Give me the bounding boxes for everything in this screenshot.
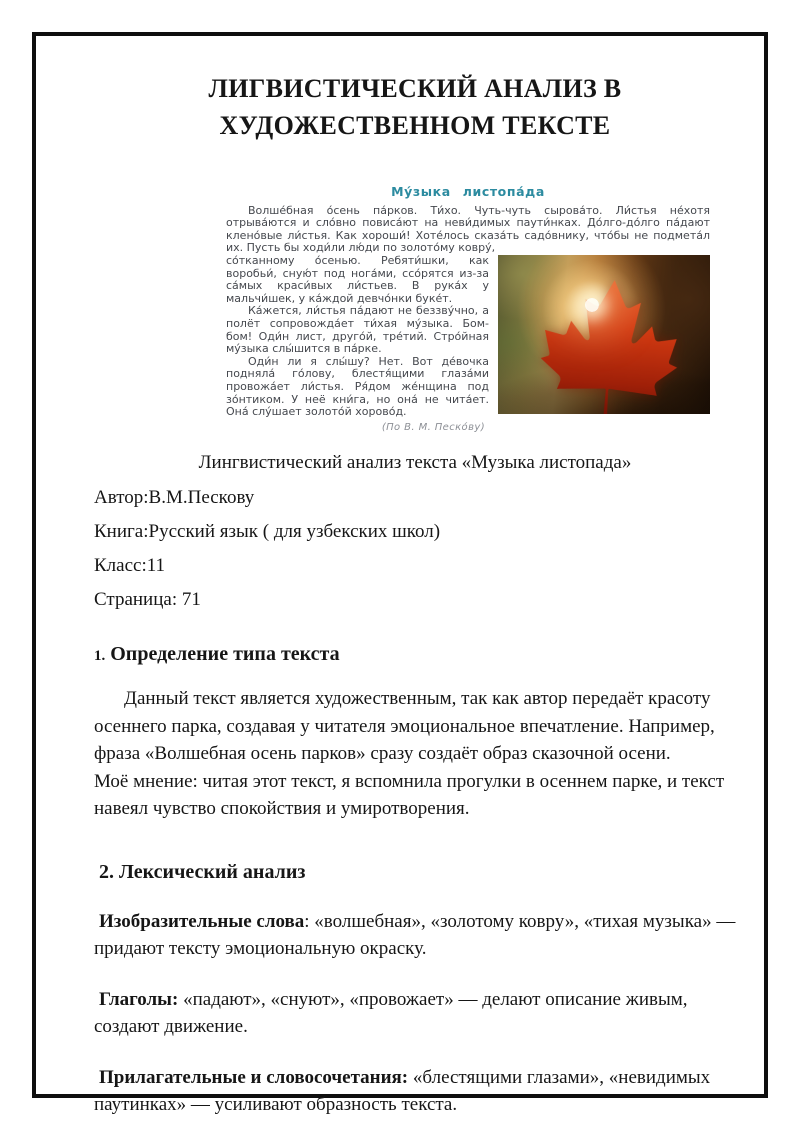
textbook-paragraph-3: Оди́н ли я слы́шу? Нет. Вот де́вочка подняла́ го́лову, блестя́щими глаза́ми провожа́ет ли́стья. Ря́дом же́нщина под зо́нтиком. У неё кни́га, но она́ не чита́ет. Она́ слу́шает золото́й хорово́д.	[226, 354, 489, 419]
page-title	[94, 70, 736, 144]
lexical-item-lead: Глаголы:	[99, 988, 179, 1010]
section-1-title: Определение типа текста	[105, 643, 340, 666]
meta-author: Автор:В.М.Пескову	[94, 487, 255, 509]
textbook-columns	[226, 255, 710, 434]
textbook-paragraph-intro: Волше́бная о́сень па́рков. Ти́хо. Чуть-чуть сырова́то. Ли́стья не́хотя отрыва́ются и сло́вно повиса́ют на неви́димых паути́нках. До́лго-до́лго па́дают клено́вые ли́стья. Как хороши́! Хоте́лось сказа́ть садо́внику, что́бы не подмета́л их. Пусть бы ходи́ли лю́ди по золото́му ковру́,	[226, 203, 710, 255]
section-1-paragraph-1: Данный текст является художественным, так как автор передаёт красоту осеннего парка, создавая у читателя эмоциональное впечатление. Например, фраза «Волшебная осень парков» сразу создаёт образ сказочной осени.	[94, 688, 715, 765]
document-page	[32, 32, 768, 1116]
sun-glint-icon	[585, 298, 599, 312]
textbook-text-title: Му́зыка листопа́да	[391, 184, 545, 199]
lexical-item-lead: Прилагательные и словосочетания:	[99, 1066, 409, 1088]
lexical-item-text: «падают», «снуют», «провожает» — делают описание живым, создают движение.	[94, 988, 688, 1038]
meta-page: Страница: 71	[94, 589, 201, 611]
section-2-heading: 2. Лексический анализ	[99, 860, 306, 883]
page-title-line2: ХУДОЖЕСТВЕННОМ ТЕКСТЕ	[219, 111, 611, 140]
section-1-heading	[94, 641, 736, 669]
page-content	[36, 36, 764, 1119]
maple-leaf-icon	[529, 267, 691, 414]
maple-leaf-photo	[498, 255, 710, 414]
analysis-subtitle: Лингвистический анализ текста «Музыка листопада»	[198, 452, 632, 474]
page-title-line1: ЛИГВИСТИЧЕСКИЙ АНАЛИЗ В	[208, 74, 622, 103]
lexical-item-figurative	[94, 908, 736, 963]
section-1-number: 1.	[94, 648, 106, 665]
textbook-paragraph-2: Ка́жется, ли́стья па́дают не беззву́чно, а полёт сопровожда́ет ти́хая му́зыка. Бом-бом! Оди́н лист, друго́й, тре́тий. Стро́йная му́зыка слы́шится в па́рке.	[226, 304, 489, 356]
lexical-item-text: : «волшебная», «золотому ковру», «тихая музыка» — придают тексту эмоциональную окраску.	[94, 910, 736, 960]
lexical-item-verbs	[94, 986, 736, 1041]
section-1-paragraph-2: Моё мнение: читая этот текст, я вспомнила прогулки в осеннем парке, и текст навеял чувство спокойствия и умиротворения.	[94, 770, 725, 820]
meta-book: Книга:Русский язык ( для узбекских школ)	[94, 521, 441, 543]
textbook-attribution: (По В. М. Песко́ву)	[381, 421, 485, 433]
meta-grade: Класс:11	[94, 555, 166, 577]
textbook-paragraph-continuation: со́тканному о́сенью. Ребяти́шки, как воробьи́, сную́т под нога́ми, ссо́рятся из-за са́мых краси́вых ли́стьев. В рука́х у мальчи́шек, у ка́ждой девчо́нки буке́т.	[226, 253, 489, 305]
lexical-item-lead: Изобразительные слова	[99, 910, 305, 932]
lexical-item-adjectives	[94, 1064, 736, 1119]
lexical-item-text: «блестящими глазами», «невидимых паутинках» — усиливают образность текста.	[94, 1066, 711, 1116]
textbook-left-column	[226, 255, 489, 434]
textbook-scan	[226, 186, 710, 434]
